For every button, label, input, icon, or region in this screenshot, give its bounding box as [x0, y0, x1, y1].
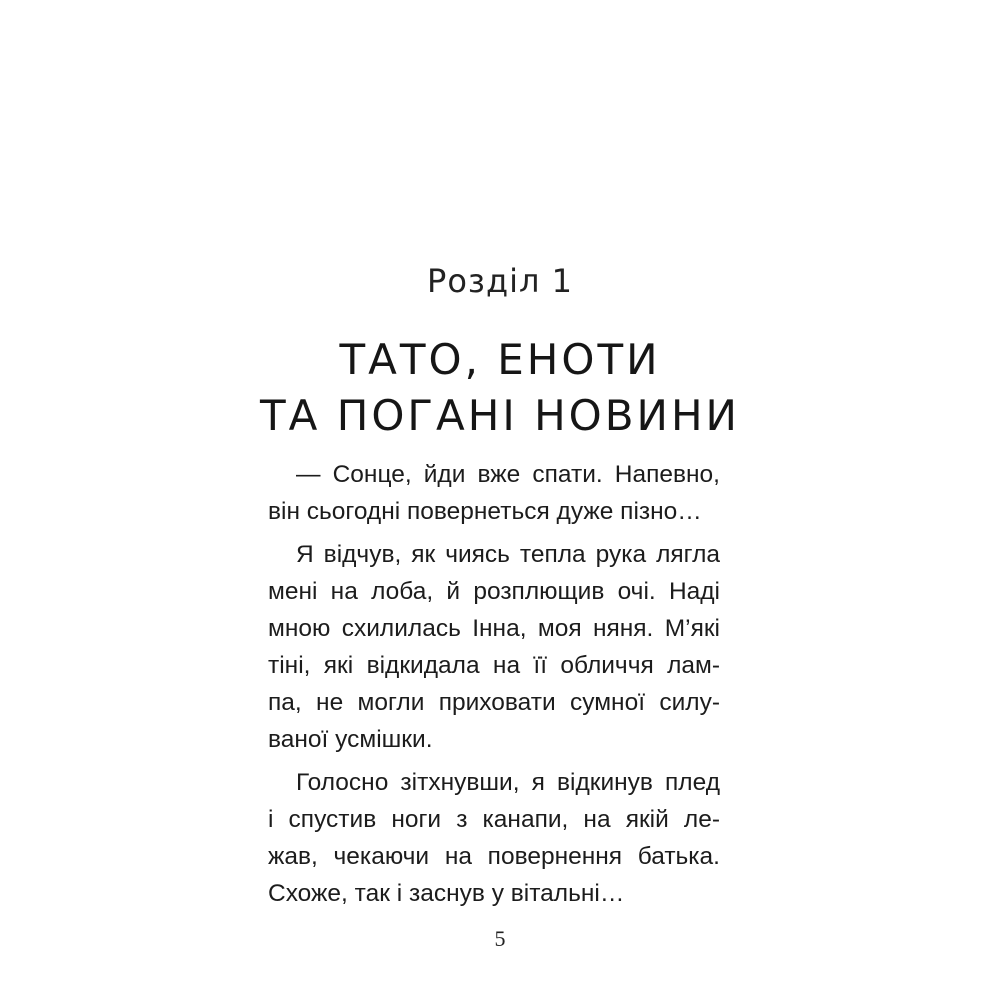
text-line: тіні, які відкидала на її обличчя лам- — [268, 652, 720, 679]
chapter-title — [0, 332, 1000, 444]
text-line: ваної усмішки. — [268, 726, 433, 753]
chapter-title-line: ТАТО, ЕНОТИ — [339, 335, 661, 384]
text-line: мені на лоба, й розплющив очі. Наді — [268, 578, 720, 605]
text-line: він сьогодні повернеться дуже пізно… — [268, 498, 702, 525]
body-text — [268, 456, 720, 912]
chapter-label: Розділ 1 — [427, 262, 573, 300]
text-line: Схоже, так і заснув у вітальні… — [268, 880, 625, 907]
text-line: жав, чекаючи на повернення батька. — [268, 843, 720, 870]
text-line: мною схилилась Інна, моя няня. М’які — [268, 615, 720, 642]
page-number: 5 — [494, 926, 506, 951]
text-line: Я відчув, як чиясь тепла рука лягла — [296, 541, 720, 568]
text-line: Голосно зітхнувши, я відкинув плед — [296, 769, 720, 796]
text-line: — Сонце, йди вже спати. Напевно, — [296, 461, 720, 488]
text-line: па, не могли приховати сумної силу- — [268, 689, 720, 716]
text-line: і спустив ноги з канапи, на якій ле- — [268, 806, 720, 833]
paragraph — [268, 536, 720, 758]
paragraph — [268, 456, 720, 530]
chapter-title-line: ТА ПОГАНІ НОВИНИ — [260, 391, 740, 440]
paragraph — [268, 764, 720, 912]
